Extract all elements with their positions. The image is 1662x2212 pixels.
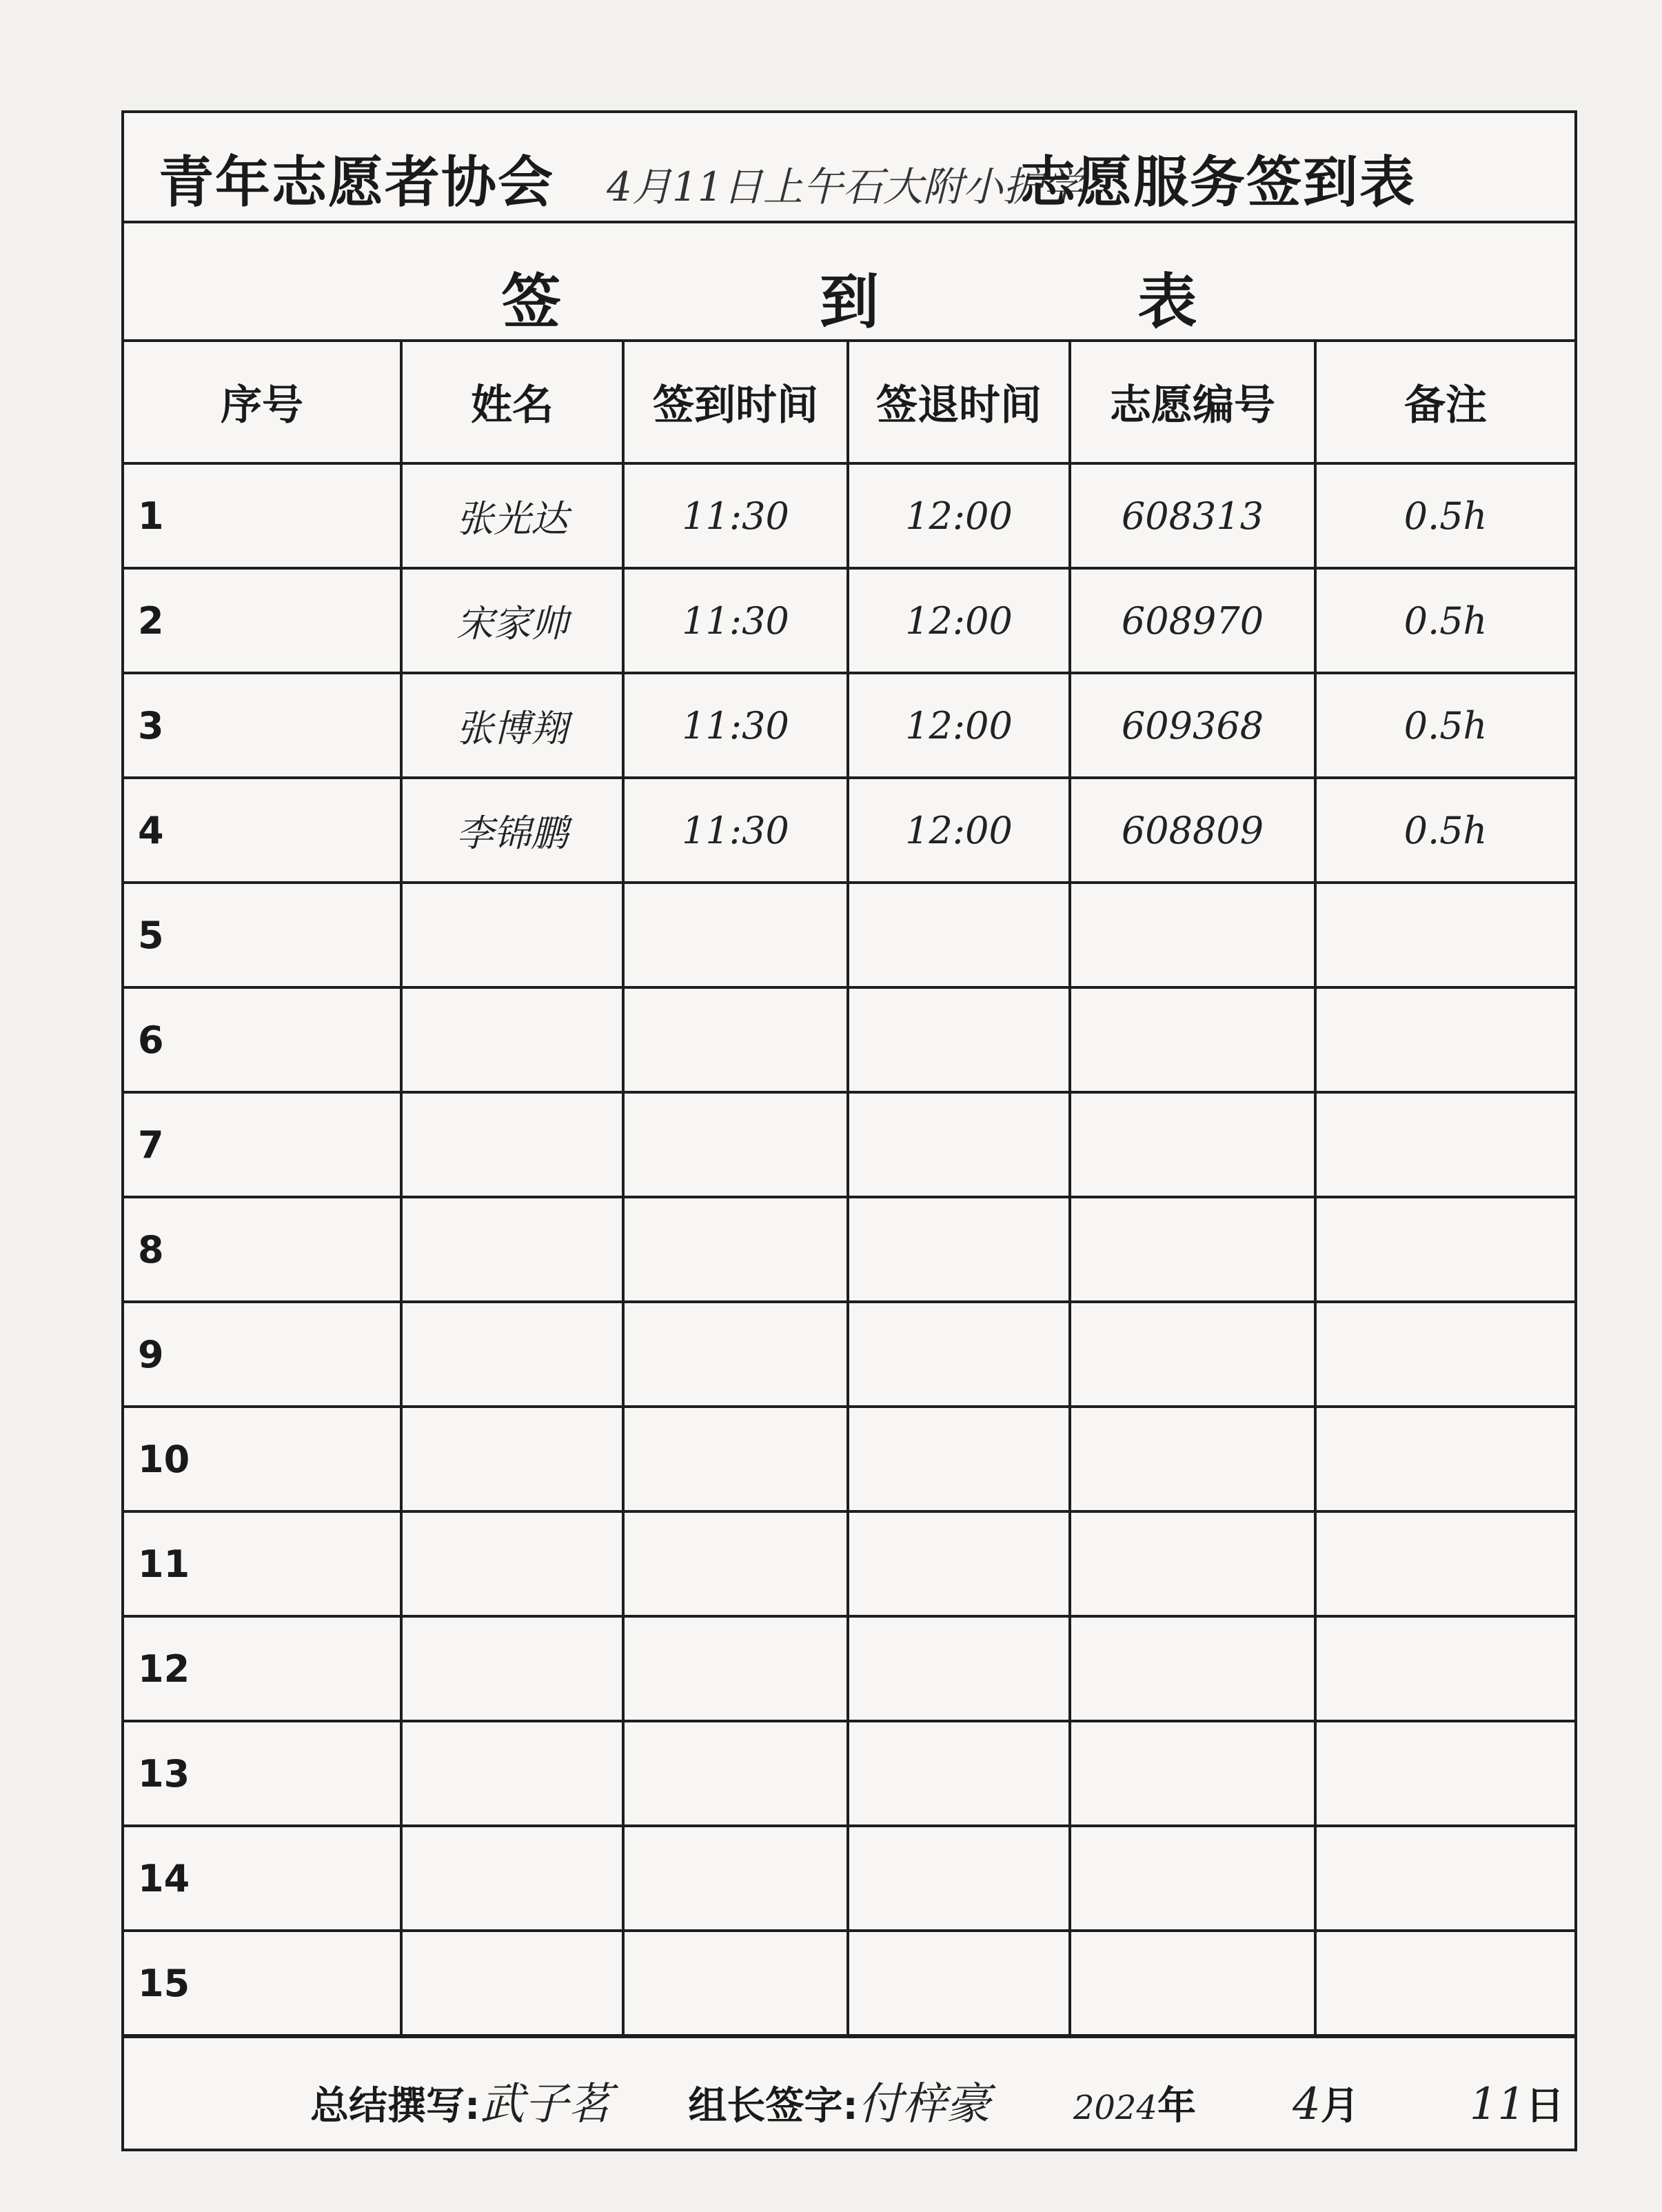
cell-remarks (1315, 1931, 1574, 2035)
year-value: 2024 (1073, 2089, 1157, 2127)
cell-volunteer-id (1070, 883, 1315, 987)
cell-remarks (1315, 883, 1574, 987)
cell-sign-in-time (623, 1092, 848, 1197)
cell-remarks (1315, 1616, 1574, 1721)
cell-sign-in-time: 11:30 (623, 673, 848, 778)
cell-sign-out-time (848, 883, 1070, 987)
leader-signature-label: 组长签字: (688, 2084, 858, 2129)
cell-name: 张博翔 (401, 673, 623, 778)
cell-name: 张光达 (401, 463, 623, 568)
cell-sign-out-time (848, 1826, 1070, 1931)
cell-sign-in-time (623, 1197, 848, 1302)
cell-remarks: 0.5h (1315, 673, 1574, 778)
cell-name (401, 1407, 623, 1511)
cell-name (401, 1616, 623, 1721)
table-row (124, 568, 1574, 673)
cell-remarks (1315, 1197, 1574, 1302)
cell-remarks (1315, 1826, 1574, 1931)
cell-sign-out-time: 12:00 (848, 568, 1070, 673)
subtitle-char: 签 (501, 268, 561, 336)
cell-sign-in-time (623, 1407, 848, 1511)
cell-volunteer-id (1070, 1302, 1315, 1407)
table-row (124, 1407, 1574, 1511)
cell-volunteer-id (1070, 1826, 1315, 1931)
cell-sign-in-time (623, 1931, 848, 2035)
year-label: 年 (1157, 2084, 1196, 2129)
cell-volunteer-id (1070, 1092, 1315, 1197)
column-header-name: 姓名 (401, 342, 623, 463)
table-row (124, 463, 1574, 568)
cell-sign-out-time (848, 987, 1070, 1092)
footer-row (124, 2035, 1574, 2149)
column-header-volunteer-id: 志愿编号 (1070, 342, 1315, 463)
day-label: 日 (1526, 2084, 1565, 2129)
cell-sign-out-time (848, 1931, 1070, 2035)
table-row (124, 1092, 1574, 1197)
cell-number: 6 (124, 987, 401, 1092)
form-title: 志愿服务签到表 (1020, 150, 1416, 214)
attendance-table (124, 342, 1574, 2037)
cell-sign-out-time: 12:00 (848, 673, 1070, 778)
cell-number: 2 (124, 568, 401, 673)
cell-number: 5 (124, 883, 401, 987)
cell-sign-in-time (623, 1721, 848, 1826)
table-row (124, 1826, 1574, 1931)
cell-number: 8 (124, 1197, 401, 1302)
cell-remarks: 0.5h (1315, 778, 1574, 883)
cell-sign-in-time (623, 1616, 848, 1721)
sign-in-sheet (121, 110, 1577, 2151)
cell-volunteer-id (1070, 1721, 1315, 1826)
column-header-sign-out-time: 签退时间 (848, 342, 1070, 463)
header-row (124, 113, 1574, 223)
cell-name (401, 1931, 623, 2035)
cell-number: 14 (124, 1826, 401, 1931)
day-value: 11 (1469, 2079, 1526, 2130)
cell-name (401, 1197, 623, 1302)
month-value: 4 (1292, 2079, 1321, 2130)
cell-name (401, 987, 623, 1092)
cell-volunteer-id (1070, 1407, 1315, 1511)
cell-volunteer-id (1070, 1197, 1315, 1302)
table-row (124, 987, 1574, 1092)
cell-sign-out-time (848, 1616, 1070, 1721)
cell-volunteer-id: 608313 (1070, 463, 1315, 568)
cell-name (401, 883, 623, 987)
subtitle-char: 到 (819, 268, 879, 336)
cell-remarks (1315, 1721, 1574, 1826)
cell-sign-in-time (623, 1826, 848, 1931)
footer-signatures (310, 2069, 1564, 2132)
organization-name: 青年志愿者协会 (159, 150, 554, 214)
table-row (124, 1302, 1574, 1407)
cell-sign-in-time (623, 883, 848, 987)
table-row (124, 1197, 1574, 1302)
cell-sign-in-time (623, 987, 848, 1092)
cell-name (401, 1826, 623, 1931)
cell-volunteer-id: 608970 (1070, 568, 1315, 673)
cell-number: 11 (124, 1511, 401, 1616)
table-row (124, 1931, 1574, 2035)
table-header-row (124, 342, 1574, 463)
table-row (124, 778, 1574, 883)
cell-remarks: 0.5h (1315, 463, 1574, 568)
cell-remarks: 0.5h (1315, 568, 1574, 673)
cell-volunteer-id (1070, 987, 1315, 1092)
column-header-number: 序号 (124, 342, 401, 463)
table-row (124, 1616, 1574, 1721)
table-row (124, 883, 1574, 987)
cell-sign-out-time (848, 1302, 1070, 1407)
cell-volunteer-id (1070, 1511, 1315, 1616)
cell-number: 1 (124, 463, 401, 568)
event-name-handwritten: 4月11日上午石大附小护学 (607, 163, 1083, 210)
cell-number: 13 (124, 1721, 401, 1826)
cell-sign-out-time: 12:00 (848, 463, 1070, 568)
cell-number: 9 (124, 1302, 401, 1407)
month-label: 月 (1320, 2084, 1359, 2129)
column-header-remarks: 备注 (1315, 342, 1574, 463)
cell-volunteer-id (1070, 1616, 1315, 1721)
cell-sign-out-time (848, 1511, 1070, 1616)
cell-name: 宋家帅 (401, 568, 623, 673)
cell-sign-out-time (848, 1407, 1070, 1511)
cell-sign-out-time (848, 1721, 1070, 1826)
summary-writer-label: 总结撰写: (310, 2084, 480, 2129)
cell-volunteer-id: 608809 (1070, 778, 1315, 883)
cell-number: 3 (124, 673, 401, 778)
cell-number: 12 (124, 1616, 401, 1721)
cell-remarks (1315, 1407, 1574, 1511)
cell-name (401, 1302, 623, 1407)
leader-signature: 付梓豪 (858, 2079, 991, 2130)
column-header-sign-in-time: 签到时间 (623, 342, 848, 463)
cell-remarks (1315, 1511, 1574, 1616)
subtitle (124, 254, 1574, 339)
cell-sign-in-time: 11:30 (623, 568, 848, 673)
cell-volunteer-id: 609368 (1070, 673, 1315, 778)
cell-sign-out-time (848, 1092, 1070, 1197)
cell-name (401, 1511, 623, 1616)
table-row (124, 673, 1574, 778)
cell-sign-in-time (623, 1302, 848, 1407)
cell-sign-in-time: 11:30 (623, 778, 848, 883)
cell-sign-out-time: 12:00 (848, 778, 1070, 883)
summary-writer-signature: 武子茗 (480, 2079, 613, 2130)
cell-sign-in-time: 11:30 (623, 463, 848, 568)
subtitle-row (124, 223, 1574, 342)
cell-sign-in-time (623, 1511, 848, 1616)
cell-remarks (1315, 987, 1574, 1092)
cell-remarks (1315, 1092, 1574, 1197)
cell-number: 4 (124, 778, 401, 883)
subtitle-char: 表 (1137, 268, 1197, 336)
cell-number: 7 (124, 1092, 401, 1197)
cell-name: 李锦鹏 (401, 778, 623, 883)
table-row (124, 1721, 1574, 1826)
cell-name (401, 1092, 623, 1197)
cell-number: 10 (124, 1407, 401, 1511)
cell-name (401, 1721, 623, 1826)
cell-number: 15 (124, 1931, 401, 2035)
cell-remarks (1315, 1302, 1574, 1407)
cell-sign-out-time (848, 1197, 1070, 1302)
table-row (124, 1511, 1574, 1616)
cell-volunteer-id (1070, 1931, 1315, 2035)
